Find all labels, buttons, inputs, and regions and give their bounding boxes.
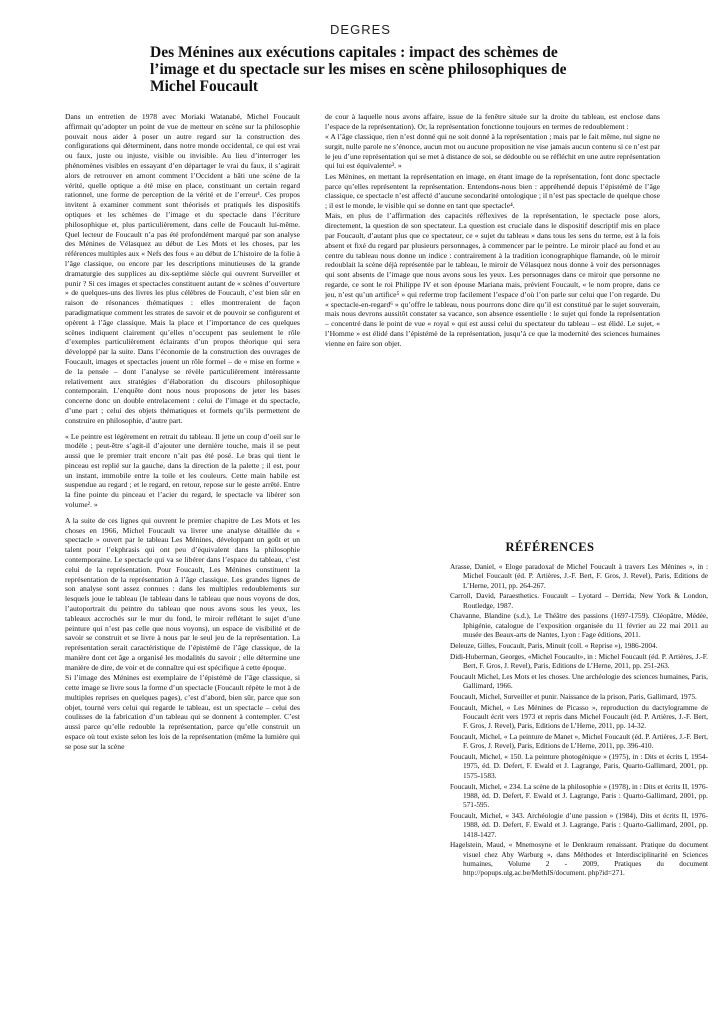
reference-item: Foucault, Michel, Surveiller et punir. Naissance de la prison, Paris, Gallimard, 1975. (450, 691, 697, 701)
reference-item: Foucault, Michel, « La peinture de Manet », Michel Foucault (éd. P. Artières, J.-F. Bert, F. Gros, J. Revel), Paris, Editions de L’Herne, 2011, pp. 396-410. (450, 732, 708, 751)
article-title: Des Ménines aux exécutions capitales : impact des schèmes de l’image et du spectacle sur les mises en scène philosophiques de Michel Foucault (150, 44, 567, 95)
reference-item: Foucault, Michel, « 234. La scène de la philosophie » (1978), in : Dits et écrits II, 1976-1988, éd. D. Defert, F. Ewald et J. Lagrange, Paris : Quarto-Gallimard, 2001, pp. 571-595. (450, 781, 708, 810)
paragraph: A la suite de ces lignes qui ouvrent le premier chapitre de Les Mots et les choses en 1966, Michel Foucault va livrer une analyse détaillée du « spectacle » ouvert par le tableau Les Ménines, développant un goût et un talent pour l’ekphrasis qui ont peu d’équivalent dans la philosophie contemporaine. Le spectacle qui va se libérer dans l’espace du tableau, c’est celui de la représentation. Pour Foucault, Les Ménines constituent la représentation de la représentation à l’âge classique. Les grandes lignes de son analyse sont assez connues : dans les multiples redoublements sur lesquels joue le tableau (le tableau dans le tableau que nous voyons de dos, l’autoportrait du peintre du tableau que nous avons sous les yeux, les tableaux accrochés sur le mur du fond, le miroir reflétant le sujet d’une peinture qui n’est pas celle que nous voyons), un espace de visibilité et de savoir se construit et se livre à nous par le seul jeu de la représentation. La représentation serait caractéristique de l’épistémè de l’âge classique, de la manière dont cet âge a organisé les modalités du savoir ; elle détermine une manière de dire, de voir et de connaître qui est spécifique à cette époque. (65, 515, 300, 672)
reference-item: Didi-Huberman, Georges, «Michel Foucault», in : Michel Foucault (éd. P. Artières, J.-F. Bert, F. Gros, J. Revel), Paris, Editions de L’Herne, 2011, pp. 251-263. (450, 651, 708, 670)
references-heading: RÉFÉRENCES (505, 540, 595, 554)
paragraph: Dans un entretien de 1978 avec Moriaki Watanabé, Michel Foucault affirmait qu’adopter un point de vue de metteur en scène sur la philosophie pouvait nous aider à poser un autre regard sur la construction des configurations qui déterminent, dans notre monde occidental, ce qui est vrai ou faux, juste ou injuste, visible ou invisible. Au lieu d’interroger les phénomènes visibles en essayant d’en départager le vrai du faux, il s’agirait alors de retrouver en amont comment l’Occident a bâti une scène de la vérité, quelle optique a été mise en place, constituant un certain regard rationnel, une forme de perception de la vérité et de l’erreur¹. Ces propos invitent à examiner comment sont théorisés et pratiqués les dispositifs optiques et les schèmes de l’image et du spectacle dans l’écriture philosophique et, plus particulièrement, dans celle de Foucault lui-même. Quel lecteur de Foucault n’a pas été profondément marqué par son analyse des Ménines de Vélasquez au début de Les Mots et les choses, par les références multiples aux « Nefs des fous » au début de L’histoire de la folie à l’âge classique, ou encore par les descriptions minutieuses de la grande dramaturgie des supplices au dix-septième siècle qui ouvrent Surveiller et punir ? Si ces images et spectacles constituent autant de « scènes d’ouverture » de quelques-uns des livres les plus célèbres de Foucault, c’est bien sûr en raison de résonances thématiques : elles montreraient de façon paradigmatique comment les strates de savoir et de pouvoir se configurent et opèrent à l’âge classique. Mais la place et l’importance de ces quelques scènes indiquent clairement qu’elles n’occupent pas seulement le rôle d’exemples particulièrement éclairants d’un propos théorique qui sera développé par la suite. Dans l’économie de la construction des ouvrages de Foucault, images et spectacles jouent un rôle formel – de « mise en forme » de la pensée – dont l’analyse se révèle particulièrement intéressante relativement aux stratégies d’élaboration du discours philosophique contemporain. L’enquête dont nous nous proposons de jeter les bases concerne donc un double entrelacement : celui de l’image et du spectacle, d’une part ; celui des objets thématiques et formels qu’ils permettent de construire en philosophie, d’autre part. (65, 112, 300, 425)
paragraph: de cour à laquelle nous avons affaire, issue de la fenêtre située sur la droite du tableau, est enclose dans l’espace de la représentation). Or, la représentation fonctionne toujours en termes de redoublement : (325, 112, 660, 131)
block-quote: « A l’âge classique, rien n’est donné qui ne soit donné à la représentation ; mais par le fait même, nul signe ne surgit, nulle parole ne s’énonce, aucun mot ou aucune proposition ne vise jamais aucun contenu si ce n’est par le jeu d’une représentation qui se met à distance de soi, se dédouble ou se réfléchit en une autre représentation qui lui est équivalente³. » (325, 132, 660, 171)
reference-item: Chavanne, Blandine (s.d.), Le Théâtre des passions (1697-1759). Cléopâtre, Médée, Iphigénie, catalogue de l’exposition organisée du 11 février au 22 mai 2011 au musée des Beaux-arts de Nantes, Lyon : Fage éditions, 2011. (450, 611, 708, 640)
journal-name: DEGRES (330, 22, 391, 37)
references-list (450, 562, 708, 1017)
reference-item: Foucault, Michel, « 150. La peinture photogénique » (1975), in : Dits et écrits I, 1954-1975, éd. D. Defert, F. Ewald et J. Lagrange, Paris, Quarto-Gallimard, 2001, pp. 1575-1583. (450, 752, 708, 780)
block-quote: « Le peintre est légèrement en retrait du tableau. Il jette un coup d’oeil sur le modèle ; peut-être s’agit-il d’ajouter une dernière touche, mais il se peut aussi que le premier trait encore n’ait pas été posé. Le bras qui tient le pinceau est replié sur la gauche, dans la direction de la palette ; il est, pour un instant, immobile entre la toile et les couleurs. Cette main habile est suspendue au regard ; et le regard, en retour, repose sur le geste arrêté. Entre la fine pointe du pinceau et l’acier du regard, le spectacle va libérer son volume². » (65, 431, 300, 510)
reference-item: Arasse, Daniel, « Eloge paradoxal de Michel Foucault à travers Les Ménines », in : Michel Foucault (éd. P. Artières, J.-F. Bert, F. Gros, J. Revel), Paris, Editions de L’Herne, 2011, pp. 264-267. (450, 562, 708, 590)
reference-item: Foucault, Michel, « Les Ménines de Picasso », reproduction du dactylogramme de Foucault écrit vers 1973 et repris dans Michel Foucault (éd. P. Artières, J.-F. Bert, F. Gros, J. Revel), Paris, Editions de L’Herne, 2011, pp. 14-32. (450, 702, 708, 731)
reference-item: Foucault Michel, Les Mots et les choses. Une archéologie des sciences humaines, Paris, Gallimard, 1966. (450, 671, 708, 691)
paragraph: Mais, en plus de l’affirmation des capacités réflexives de la représentation, le spectacle pose alors, directement, la question de son spectateur. La question est cruciale dans le dispositif descriptif mis en place par Foucault, d’autant plus que ce spectateur, ce « sujet du tableau » dans tous les sens du terme, est à la fois absent et fixé du regard par plusieurs personnages, à commencer par le peintre. Le miroir placé au fond et au centre du tableau nous donne un indice : contrairement à la tradition iconographique flamande, où le miroir redoublait la scène déjà représentée par le tableau, le miroir de Vélasquez nous donne à voir des personnages qui sont absents de l’image que nous avons sous les yeux. Les personnages dans ce miroir que personne ne regarde, ce sont le roi Philippe IV et son épouse Mariana mais, prévient Foucault, « le nom propre, dans ce jeu, n’est qu’un artifice⁵ » qui referme trop facilement l’espace d’où l’on parle sur celui que l’on regarde. Du « spectacle-en-regard⁶ » qu’offre le tableau, nous pourrons donc dire qu’il est constitué par le sujet souverain, mais nous devrons aussitôt constater sa vacance, son absence essentielle : le sujet qui fonde la représentation – concentré dans le point de vue « royal » qui est aussi celui du spectateur du tableau – est élidé. Le sujet, « l’Homme » est élidé dans l’épistémè de la représentation, jusqu’à ce que la modernité des sciences humaines vienne en faire son objet. (325, 211, 660, 348)
reference-item: Hagelstein, Maud, « Mnemosyne et le Denkraum renaissant. Pratique du document visuel chez Aby Warburg », dans Méthodes et Interdisciplinarité en Sciences humaines, Volume 2 - 2009, Pratiques du document http://popups.ulg.ac.be/MethIS/document. php?id=271. (450, 840, 708, 878)
paragraph: Les Ménines, en mettant la représentation en image, en étant image de la représentation, font donc spectacle parce qu’elles représentent la représentation. Entendons-nous bien : appréhendé depuis l’épistémè de l’âge classique, ce spectacle n’est affecté d’aucune secondarité ontologique ; il n’est pas spectacle de quelque chose ; il est le monde, le visible qui se donne en tant que spectacle⁴. (325, 171, 660, 211)
reference-item: Foucault, Michel, « 343. Archéologie d’une passion » (1984), Dits et écrits II, 1976-1988, éd. D. Defert, F. Ewald et J. Lagrange, Paris : Quarto-Gallimard, 2001, pp. 1418-1427. (450, 810, 708, 839)
right-column (325, 112, 660, 532)
left-column (65, 112, 300, 1002)
reference-item: Carroll, David, Paraesthetics. Foucault – Lyotard – Derrida, New York & London, Routledge, 1987. (450, 591, 708, 610)
reference-item: Deleuze, Gilles, Foucault, Paris, Minuit (coll. « Reprise »), 1986-2004. (450, 640, 658, 650)
paragraph: Si l’image des Ménines est exemplaire de l’épistémè de l’âge classique, si cette image se livre sous la forme d’un spectacle (Foucault répète le mot à de multiples reprises en quelques pages), c’est d’abord, bien sûr, parce que son objet, tourné vers celui qui regarde le tableau, est un spectacle – celui des coulisses de la fabrication d’un tableau qui se donnent à contempler. C’est aussi parce qu’elle redouble la représentation, parce qu’elle construit un espace où tout existe selon les lois de la représentation (même la lumière qui se pose sur la scène (65, 673, 300, 751)
